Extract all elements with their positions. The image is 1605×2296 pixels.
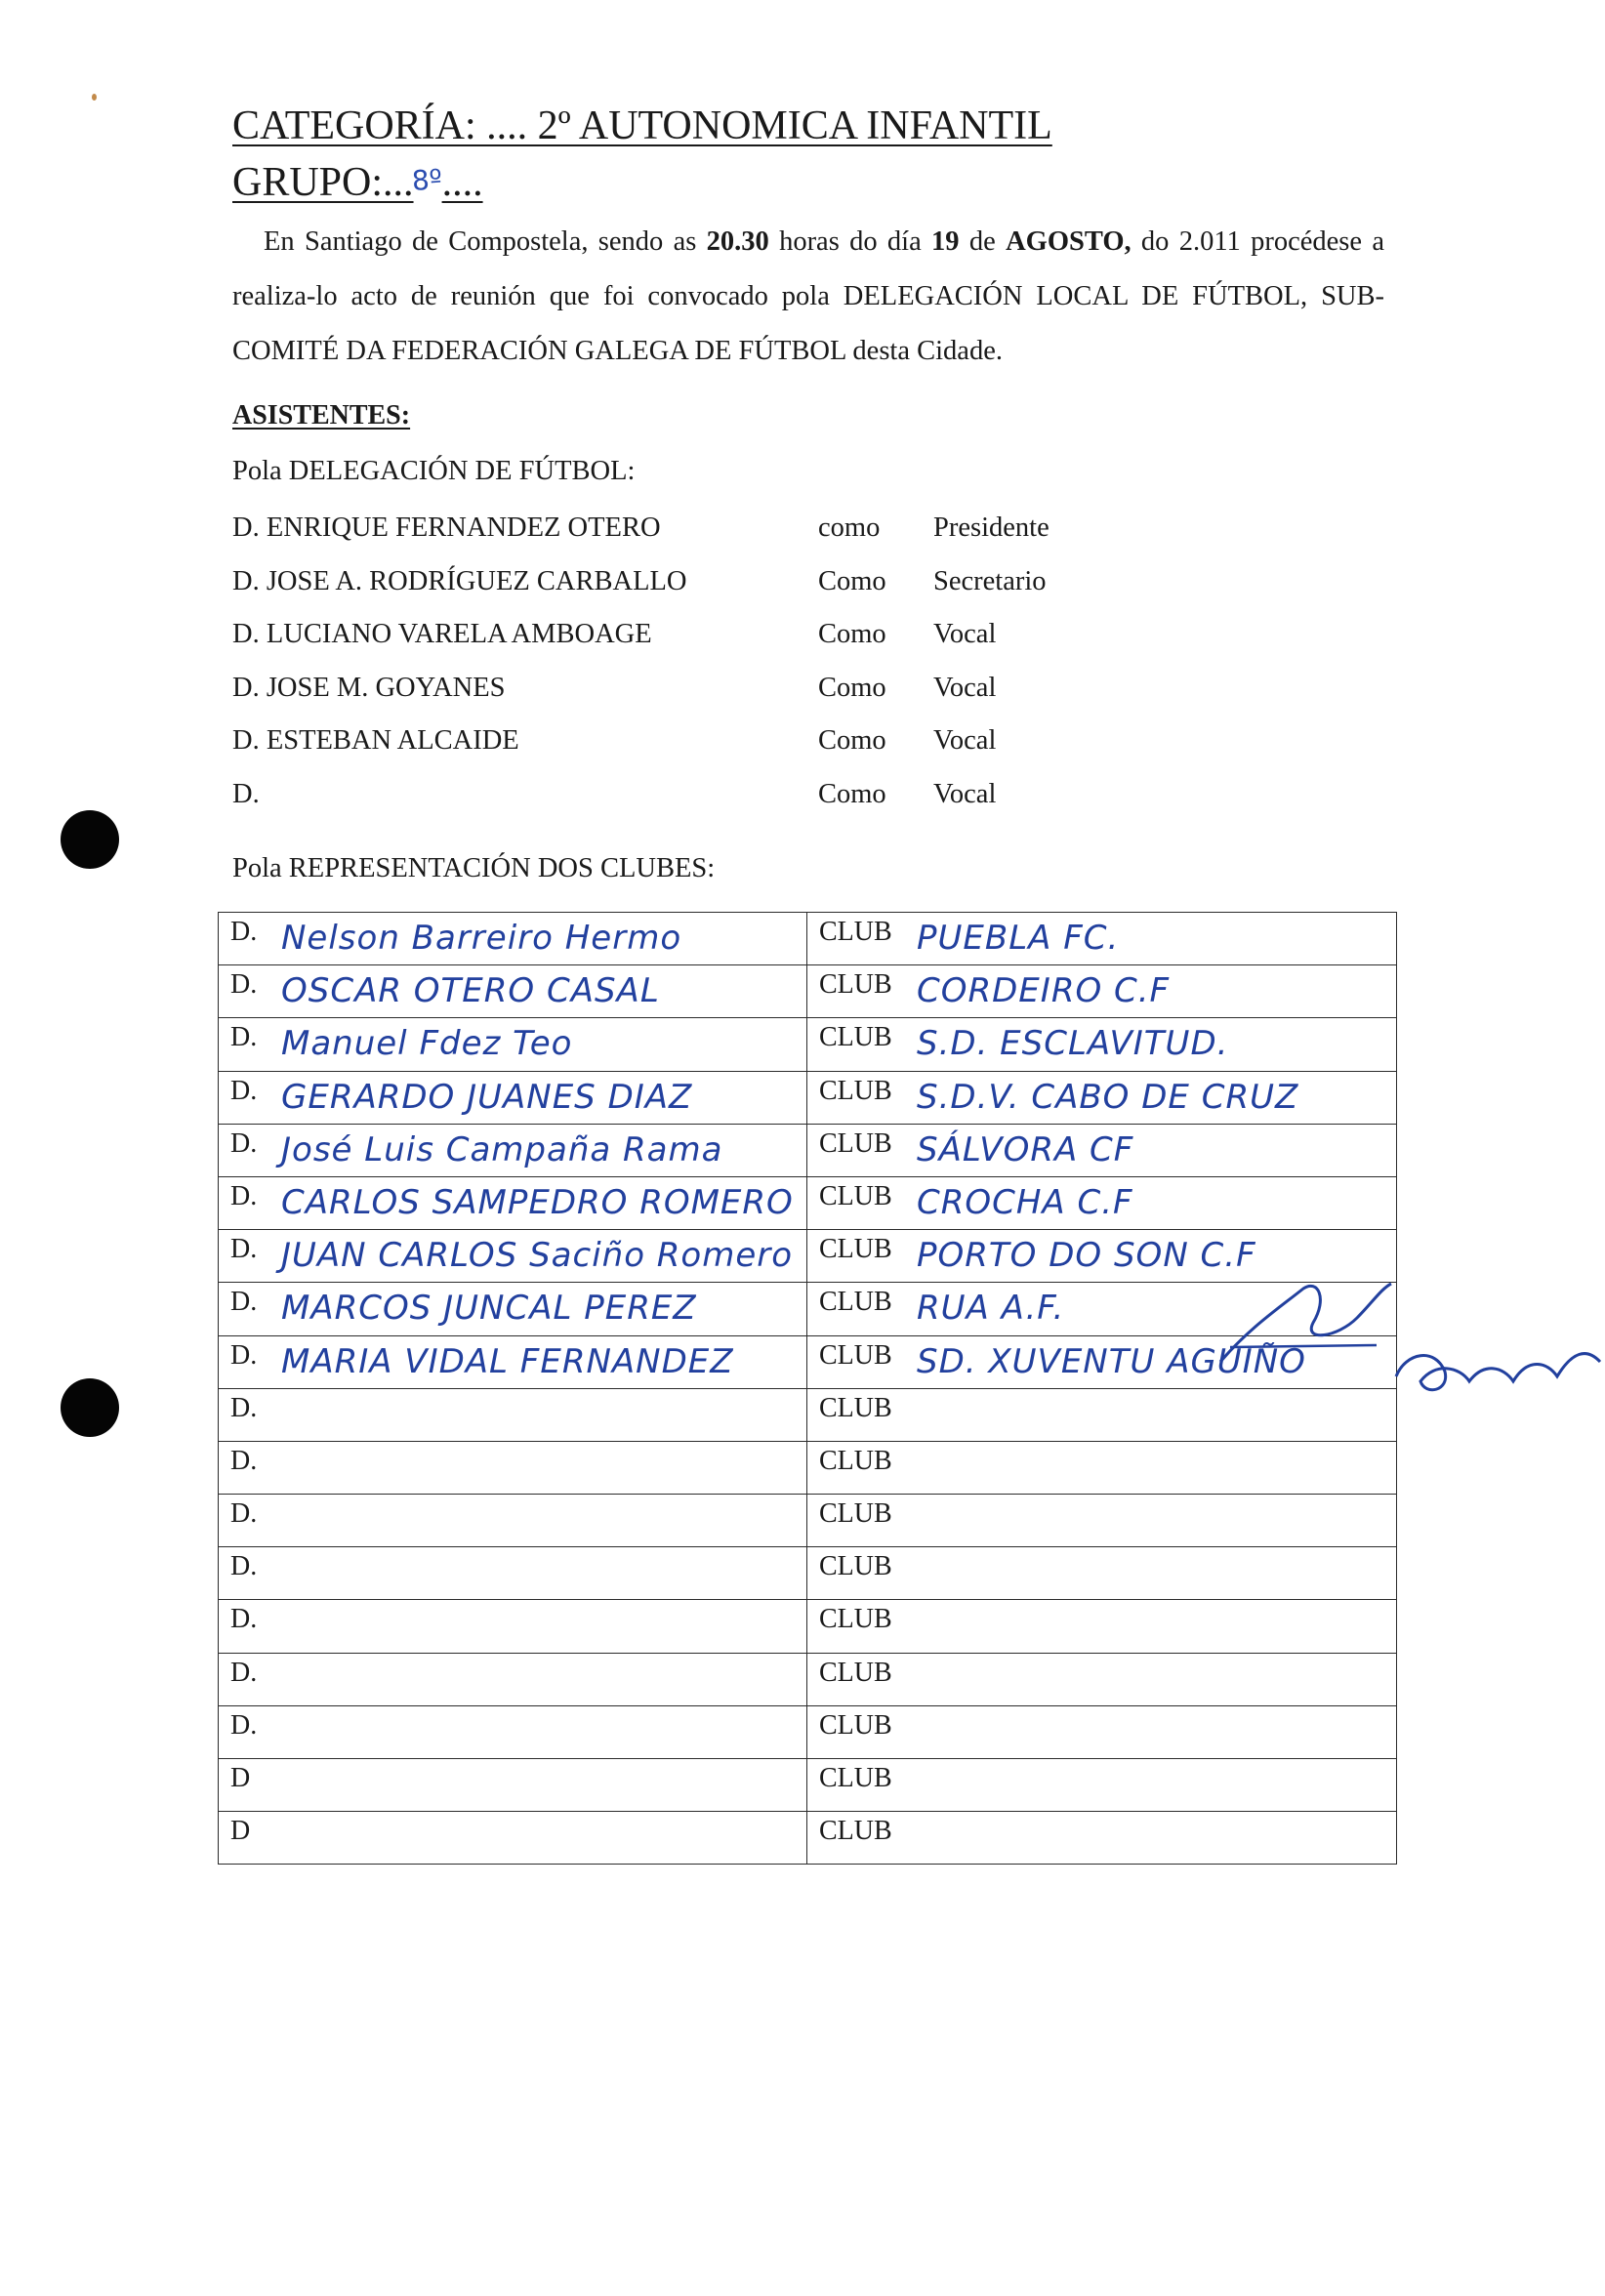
name-prefix: D.: [230, 1128, 258, 1159]
name-prefix: D.: [230, 1604, 258, 1635]
officer-name: D. ENRIQUE FERNANDEZ OTERO: [232, 512, 661, 543]
handwritten-name: Manuel Fdez Teo: [281, 1024, 573, 1064]
handwritten-name: GERARDO JUANES DIAZ: [281, 1077, 693, 1117]
grupo-title: [232, 154, 1423, 215]
punch-hole-bottom: [61, 1378, 119, 1437]
club-label: CLUB: [819, 1498, 892, 1530]
handwritten-name: Nelson Barreiro Hermo: [281, 919, 682, 958]
table-row: [219, 1812, 1397, 1865]
name-prefix: D.: [230, 1339, 258, 1371]
intro-part4: do 2.011 procédese a realiza-lo acto de reunión que foi convocado pola DELEGACIÓN LOCAL DE FÚTBOL, SUB-COMITÉ DA FEDERACIÓN GALEGA DE FÚTBOL desta Cidade.: [232, 226, 1384, 366]
handwritten-club: RUA A.F.: [917, 1289, 1065, 1329]
officer-role: Vocal: [933, 672, 997, 703]
intro-part3: de: [959, 226, 1007, 257]
clubs-label: Pola REPRESENTACIÓN DOS CLUBES:: [232, 853, 716, 883]
name-prefix: D: [230, 1763, 251, 1793]
club-label: CLUB: [819, 1287, 892, 1318]
handwritten-club: PUEBLA FC.: [917, 919, 1120, 958]
grupo-handwritten-value: 8º: [410, 162, 443, 198]
name-cell: [219, 913, 807, 965]
intro-time: 20.30: [706, 226, 769, 257]
club-label: CLUB: [819, 1339, 892, 1371]
club-cell: [807, 1653, 1397, 1705]
club-cell: [807, 1705, 1397, 1758]
club-cell: [807, 1071, 1397, 1124]
officer-row: [232, 721, 1209, 775]
name-prefix: D.: [230, 1709, 258, 1741]
club-cell: [807, 965, 1397, 1018]
officer-role: Vocal: [933, 725, 997, 757]
club-label: CLUB: [819, 1604, 892, 1635]
intro-month: AGOSTO,: [1006, 226, 1132, 257]
club-label: CLUB: [819, 1816, 892, 1847]
club-cell: [807, 1176, 1397, 1229]
officer-name: D. JOSE A. RODRÍGUEZ CARBALLO: [232, 565, 687, 596]
table-row: [219, 1759, 1397, 1812]
name-cell: [219, 1388, 807, 1441]
club-label: CLUB: [819, 1445, 892, 1476]
officer-name: D. LUCIANO VARELA AMBOAGE: [232, 619, 652, 650]
handwritten-name: OSCAR OTERO CASAL: [281, 971, 660, 1011]
club-label: CLUB: [819, 1392, 892, 1423]
document-header: [232, 98, 1423, 215]
table-row: [219, 1653, 1397, 1705]
intro-paragraph: [232, 215, 1384, 379]
officer-row: [232, 562, 1209, 616]
name-cell: [219, 1230, 807, 1283]
name-prefix: D.: [230, 1551, 258, 1582]
table-row: [219, 913, 1397, 965]
officer-como: Como: [818, 778, 886, 809]
intro-day: 19: [931, 226, 960, 257]
handwritten-name: CARLOS SAMPEDRO ROMERO: [281, 1182, 794, 1222]
club-label: CLUB: [819, 1075, 892, 1106]
table-row: [219, 1388, 1397, 1441]
officer-row: [232, 669, 1209, 722]
club-cell: [807, 1812, 1397, 1865]
officer-role: Vocal: [933, 619, 997, 650]
handwritten-club: CORDEIRO C.F: [917, 971, 1171, 1011]
table-row: [219, 1441, 1397, 1494]
name-prefix: D.: [230, 1180, 258, 1211]
officer-role: Presidente: [933, 512, 1049, 543]
handwritten-name: MARCOS JUNCAL PEREZ: [281, 1289, 697, 1329]
club-cell: [807, 913, 1397, 965]
club-cell: [807, 1124, 1397, 1176]
name-prefix: D.: [230, 1287, 258, 1318]
officer-name: D.: [232, 778, 260, 809]
officer-como: como: [818, 512, 881, 543]
club-label: CLUB: [819, 969, 892, 1001]
name-prefix: D.: [230, 917, 258, 947]
name-cell: [219, 1441, 807, 1494]
signature-scribble-2: [1391, 1337, 1605, 1406]
punch-hole-top: [61, 810, 119, 869]
name-cell: [219, 1495, 807, 1547]
table-row: [219, 1018, 1397, 1071]
handwritten-name: JUAN CARLOS Saciño Romero: [281, 1236, 794, 1276]
club-cell: [807, 1441, 1397, 1494]
intro-part1: En Santiago de Compostela, sendo as: [264, 226, 707, 257]
name-cell: [219, 1653, 807, 1705]
handwritten-name: MARIA VIDAL FERNANDEZ: [281, 1341, 734, 1381]
name-cell: [219, 965, 807, 1018]
club-label: CLUB: [819, 1657, 892, 1688]
name-cell: [219, 1705, 807, 1758]
name-prefix: D.: [230, 1392, 258, 1423]
name-prefix: D.: [230, 969, 258, 1001]
officer-como: Como: [818, 565, 886, 596]
table-row: [219, 1547, 1397, 1600]
club-label: CLUB: [819, 917, 892, 947]
table-row: [219, 1705, 1397, 1758]
club-cell: [807, 1018, 1397, 1071]
name-prefix: D.: [230, 1445, 258, 1476]
officer-name: D. JOSE M. GOYANES: [232, 672, 506, 703]
officer-name: D. ESTEBAN ALCAIDE: [232, 725, 519, 757]
club-label: CLUB: [819, 1551, 892, 1582]
club-label: CLUB: [819, 1180, 892, 1211]
club-cell: [807, 1547, 1397, 1600]
handwritten-club: SD. XUVENTU AGUIÑO: [917, 1341, 1306, 1381]
table-row: [219, 1124, 1397, 1176]
name-cell: [219, 1124, 807, 1176]
club-cell: [807, 1388, 1397, 1441]
name-cell: [219, 1600, 807, 1653]
paper-speck: [92, 94, 97, 101]
name-prefix: D.: [230, 1022, 258, 1053]
name-cell: [219, 1018, 807, 1071]
club-label: CLUB: [819, 1022, 892, 1053]
officer-como: Como: [818, 725, 886, 757]
intro-part2: horas do día: [768, 226, 932, 257]
officer-row: [232, 615, 1209, 669]
clubs-table: [218, 912, 1397, 1865]
officer-role: Secretario: [933, 565, 1047, 596]
grupo-label: GRUPO:...: [232, 160, 414, 205]
club-label: CLUB: [819, 1234, 892, 1265]
name-cell: [219, 1283, 807, 1335]
handwritten-club: S.D. ESCLAVITUD.: [917, 1024, 1229, 1064]
table-row: [219, 1600, 1397, 1653]
officer-como: Como: [818, 619, 886, 650]
club-cell: [807, 1759, 1397, 1812]
club-label: CLUB: [819, 1709, 892, 1741]
name-cell: [219, 1547, 807, 1600]
officer-role: Vocal: [933, 778, 997, 809]
name-cell: [219, 1812, 807, 1865]
officer-como: Como: [818, 672, 886, 703]
name-cell: [219, 1759, 807, 1812]
table-row: [219, 1495, 1397, 1547]
club-label: CLUB: [819, 1128, 892, 1159]
handwritten-club: PORTO DO SON C.F: [917, 1236, 1256, 1276]
asistentes-heading: ASISTENTES:: [232, 400, 411, 430]
handwritten-club: S.D.V. CABO DE CRUZ: [917, 1077, 1299, 1117]
officers-list: [232, 509, 1209, 829]
name-prefix: D.: [230, 1657, 258, 1688]
club-cell: [807, 1495, 1397, 1547]
grupo-suffix: ....: [441, 160, 483, 205]
table-row: [219, 1071, 1397, 1124]
officer-row: [232, 509, 1209, 562]
name-prefix: D.: [230, 1075, 258, 1106]
club-label: CLUB: [819, 1763, 892, 1793]
name-cell: [219, 1176, 807, 1229]
club-cell: [807, 1600, 1397, 1653]
name-prefix: D.: [230, 1498, 258, 1530]
name-prefix: D.: [230, 1234, 258, 1265]
handwritten-name: José Luis Campaña Rama: [281, 1129, 723, 1169]
name-prefix: D: [230, 1816, 251, 1847]
categoria-title: CATEGORÍA: .... 2º AUTONOMICA INFANTIL: [232, 103, 1052, 148]
handwritten-club: CROCHA C.F: [917, 1182, 1133, 1222]
officer-row: [232, 775, 1209, 829]
signature-scribble-1: [1211, 1269, 1406, 1376]
handwritten-club: SÁLVORA CF: [917, 1129, 1134, 1169]
table-row: [219, 965, 1397, 1018]
delegacion-label: Pola DELEGACIÓN DE FÚTBOL:: [232, 456, 636, 486]
name-cell: [219, 1071, 807, 1124]
table-row: [219, 1176, 1397, 1229]
name-cell: [219, 1335, 807, 1388]
